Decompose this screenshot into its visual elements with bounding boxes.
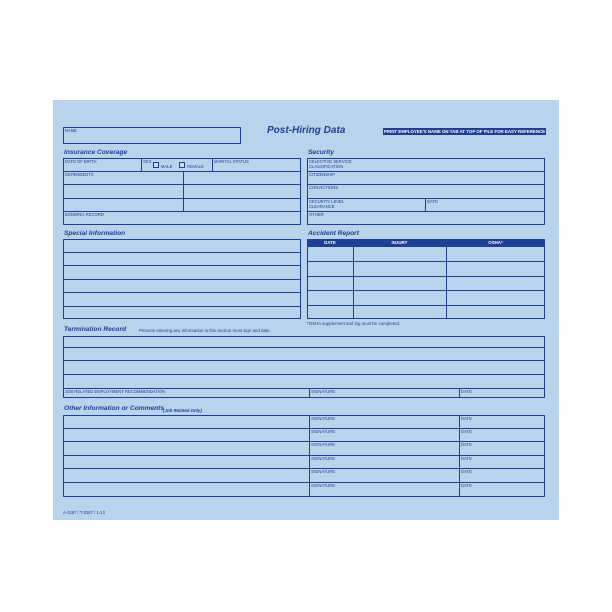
termination-signature-label: SIGNATURE (311, 389, 336, 394)
name-field[interactable] (63, 127, 241, 144)
other-date-label: DATE (461, 416, 472, 421)
date-of-birth-label: DATE OF BIRTH (65, 159, 97, 164)
other-date-label: DATE (461, 469, 472, 474)
classification-label: CLASSIFICATION (309, 164, 344, 169)
other-signature-label: SIGNATURE (311, 456, 336, 461)
sex-label: SEX (143, 159, 152, 164)
other-date-label: DATE (461, 429, 472, 434)
recommendation-label: JOB RELATED EMPLOYMENT RECOMMENDATION (65, 389, 166, 394)
other-info-subheading: (Job Related Only) (163, 408, 202, 413)
insurance-heading: Insurance Coverage (64, 149, 128, 156)
security-level-label: SECURITY LEVEL (309, 199, 345, 204)
security-heading: Security (308, 149, 335, 156)
dependents-label: DEPENDENTS (65, 172, 94, 177)
other-signature-label: SIGNATURE (311, 442, 336, 447)
accident-col-injury: INJURY (391, 240, 408, 245)
special-info-heading: Special Information (64, 230, 126, 237)
convictions-label: CONVICTIONS (309, 185, 339, 190)
clearance-label: CLEARANCE (309, 204, 335, 209)
form-title: Post-Hiring Data (267, 125, 346, 136)
accident-col-date: DATE (324, 240, 336, 245)
other-signature-label: SIGNATURE (311, 416, 336, 421)
female-checkbox[interactable] (179, 162, 185, 168)
security-date-label: DATE (427, 199, 438, 204)
female-label: FEMALE (187, 164, 204, 169)
termination-heading: Termination Record (64, 326, 127, 333)
other-signature-label: SIGNATURE (311, 483, 336, 488)
accident-report-heading: Accident Report (308, 230, 359, 237)
male-checkbox[interactable] (153, 162, 159, 168)
other-date-label: DATE (461, 456, 472, 461)
form-code: A-3287 / T-3287 / 1-13 (63, 510, 105, 515)
other-signature-label: SIGNATURE (311, 469, 336, 474)
citizenship-label: CITIZENSHIP (309, 172, 336, 177)
form-sheet (53, 100, 559, 520)
other-date-label: DATE (461, 442, 472, 447)
other-info-heading: Other Information or Comments (64, 405, 165, 412)
bonding-record-label: BONDING RECORD (65, 212, 104, 217)
name-label: NAME (65, 128, 78, 133)
termination-date-label: DATE (461, 389, 472, 394)
other-date-label: DATE (461, 483, 472, 488)
other-signature-label: SIGNATURE (311, 429, 336, 434)
marital-status-label: MARITAL STATUS (214, 159, 249, 164)
osha-footnote: *OSHA supplement and log must be completed. (307, 321, 400, 326)
accident-table (307, 239, 545, 319)
selective-service-label: SELECTIVE SERVICE (309, 159, 352, 164)
other-label: OTHER (309, 212, 324, 217)
instruction-banner: PRINT EMPLOYEE'S NAME ON TAB AT TOP OF FILE FOR EASY REFERENCE (383, 129, 546, 134)
male-label: MALE (161, 164, 173, 169)
termination-note: Persons entering any information in this section must sign and date. (139, 328, 271, 333)
accident-col-osha: OSHA* (488, 240, 503, 245)
